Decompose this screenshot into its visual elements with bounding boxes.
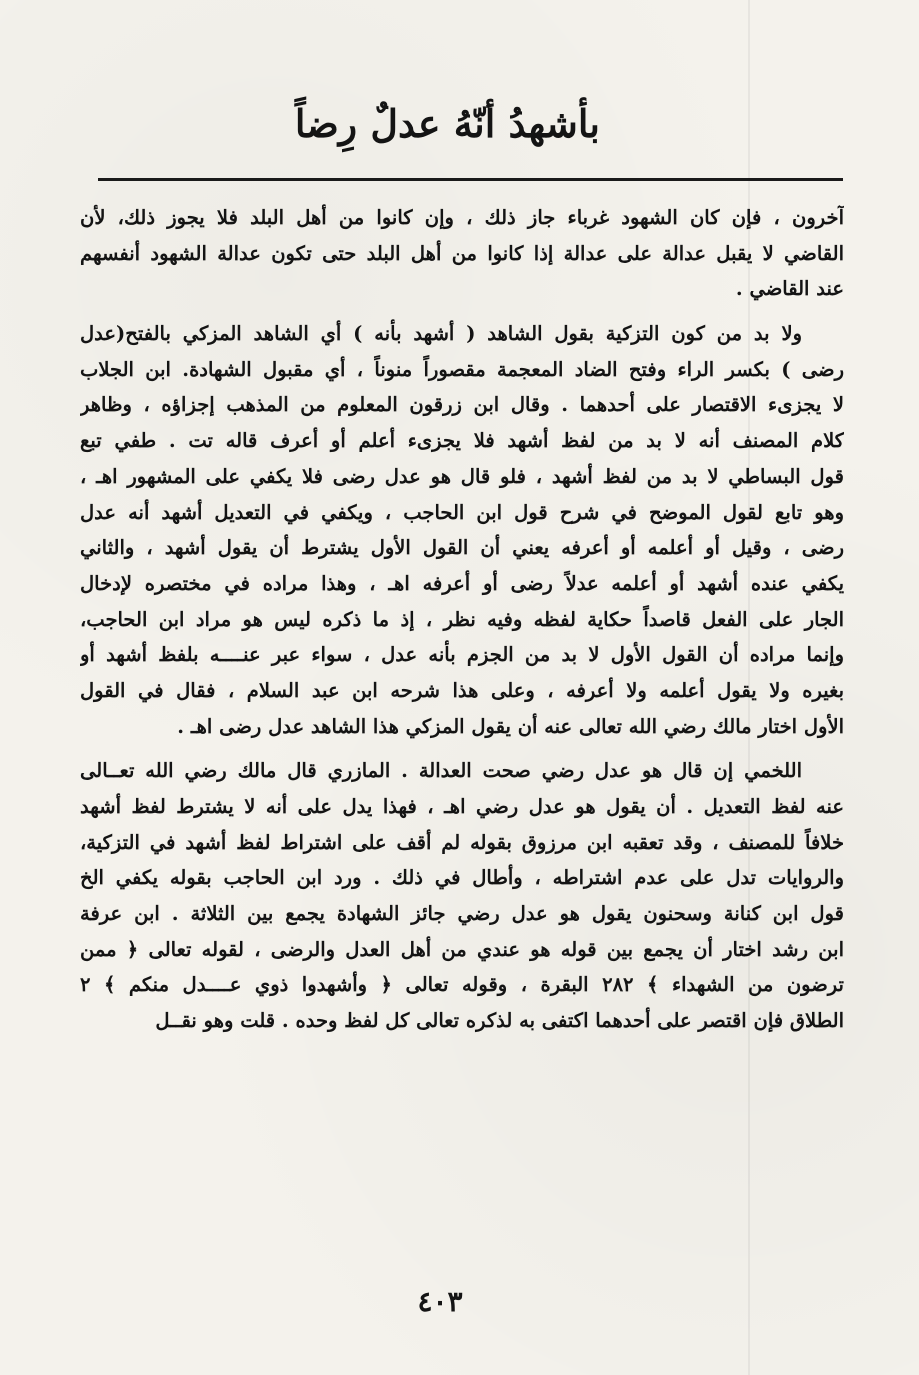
page-number: ٤٠٣ — [417, 1285, 463, 1318]
text-line: ابن رشد اختار أن يجمع بين قوله هو عندي من أهل العدل والرضى ، لقوله تعالى ﴿ ممن — [80, 937, 844, 961]
running-header-title: بأشهدُ أنّهُ عدلٌ رِضاً — [294, 101, 600, 146]
paragraph — [80, 316, 844, 744]
text-line: ترضون من الشهداء ﴾ ٢٨٢ البقرة ، وقوله تعالى ﴿ وأشهدوا ذوي عــــدل منكم ﴾ ٢ — [80, 973, 844, 997]
text-line: الطلاق فإن اقتصر على أحدهما اكتفى به لذكره تعالى كل لفظ وحده . قلت وهو نقــل — [155, 1009, 844, 1033]
text-line: قول البساطي لا بد من لفظ أشهد ، فلو قال هو عدل رضى فلا يكفي على المشهور اهـ ، — [80, 464, 844, 488]
paragraph-gap — [80, 307, 844, 316]
text-line: ولا بد من كون التزكية بقول الشاهد ( أشهد بأنه ) أي الشاهد المزكي بالفتح(عدل — [80, 322, 802, 346]
text-line: عند القاضي . — [735, 277, 844, 301]
text-line: رضى ، وقيل أو أعلمه أو أعرفه يعني أن القول الأول يشترط أن يقول أشهد ، والثاني — [80, 536, 844, 560]
text-line: رضى ) بكسر الراء وفتح الضاد المعجمة مقصوراً منوناً ، أي مقبول الشهادة. ابن الجلاب — [80, 357, 844, 381]
paragraph — [80, 753, 844, 1039]
text-line: وإنما مراده أن القول الأول لا بد من الجزم بأنه عدل ، سواء عبر عنــــه بلفظ أشهد أو — [80, 643, 844, 667]
text-line: بغيره ولا يقول أعلمه ولا أعرفه ، وعلى هذا شرحه ابن عبد السلام ، فقال في القول — [80, 678, 844, 702]
text-line: الجار على الفعل قاصداً حكاية لفظه وفيه نظر ، إذ ما ذكره ليس هو مراد ابن الحاجب، — [80, 607, 844, 631]
text-line: القاضي لا يقبل عدالة على عدالة إذا كانوا من أهل البلد حتى تكون عدالة الشهود أنفسهم — [80, 241, 844, 265]
body-text — [80, 200, 844, 1039]
paragraph — [80, 200, 844, 307]
text-line: اللخمي إن قال هو عدل رضي صحت العدالة . المازري قال مالك رضي الله تعــالى — [80, 759, 802, 783]
text-line: كلام المصنف أنه لا بد من لفظ أشهد فلا يجزىء أعلم أو أعرف قاله تت . طفي تبع — [80, 429, 844, 453]
header-rule — [98, 178, 843, 181]
text-line: لا يجزىء الاقتصار على أحدهما . وقال ابن زرقون المعلوم من المذهب إجزاؤه ، وظاهر — [80, 393, 844, 417]
text-line: آخرون ، فإن كان الشهود غرباء جاز ذلك ، وإن كانوا من أهل البلد فلا يجوز ذلك، لأن — [80, 206, 844, 229]
text-line: قول ابن كنانة وسحنون يقول هو عدل رضي جائز الشهادة يجمع بين الثلاثة . ابن عرفة — [80, 902, 844, 926]
text-line: وهو تابع لقول الموضح في شرح قول ابن الحاجب ، ويكفي في التعديل أشهد أنه عدل — [80, 500, 844, 524]
text-line: يكفي عنده أشهد أو أعلمه عدلاً رضى أو أعرفه اهـ ، وهذا مراده في مختصره لإدخال — [80, 571, 844, 595]
text-line: والروايات تدل على عدم اشتراطه ، وأطال في ذلك . ورد ابن الحاجب بقوله يكفي الخ — [80, 866, 844, 890]
paragraph-gap — [80, 744, 844, 753]
text-line: خلافاً للمصنف ، وقد تعقبه ابن مرزوق بقوله لم أقف على اشتراط لفظ أشهد في التزكية، — [80, 830, 844, 854]
text-line: الأول اختار مالك رضي الله تعالى عنه أن يقول المزكي هذا الشاهد عدل رضى اهـ . — [177, 714, 844, 738]
text-line: عنه لفظ التعديل . أن يقول هو عدل رضي اهـ ، فهذا يدل على أنه لا يشترط لفظ أشهد — [80, 795, 844, 818]
